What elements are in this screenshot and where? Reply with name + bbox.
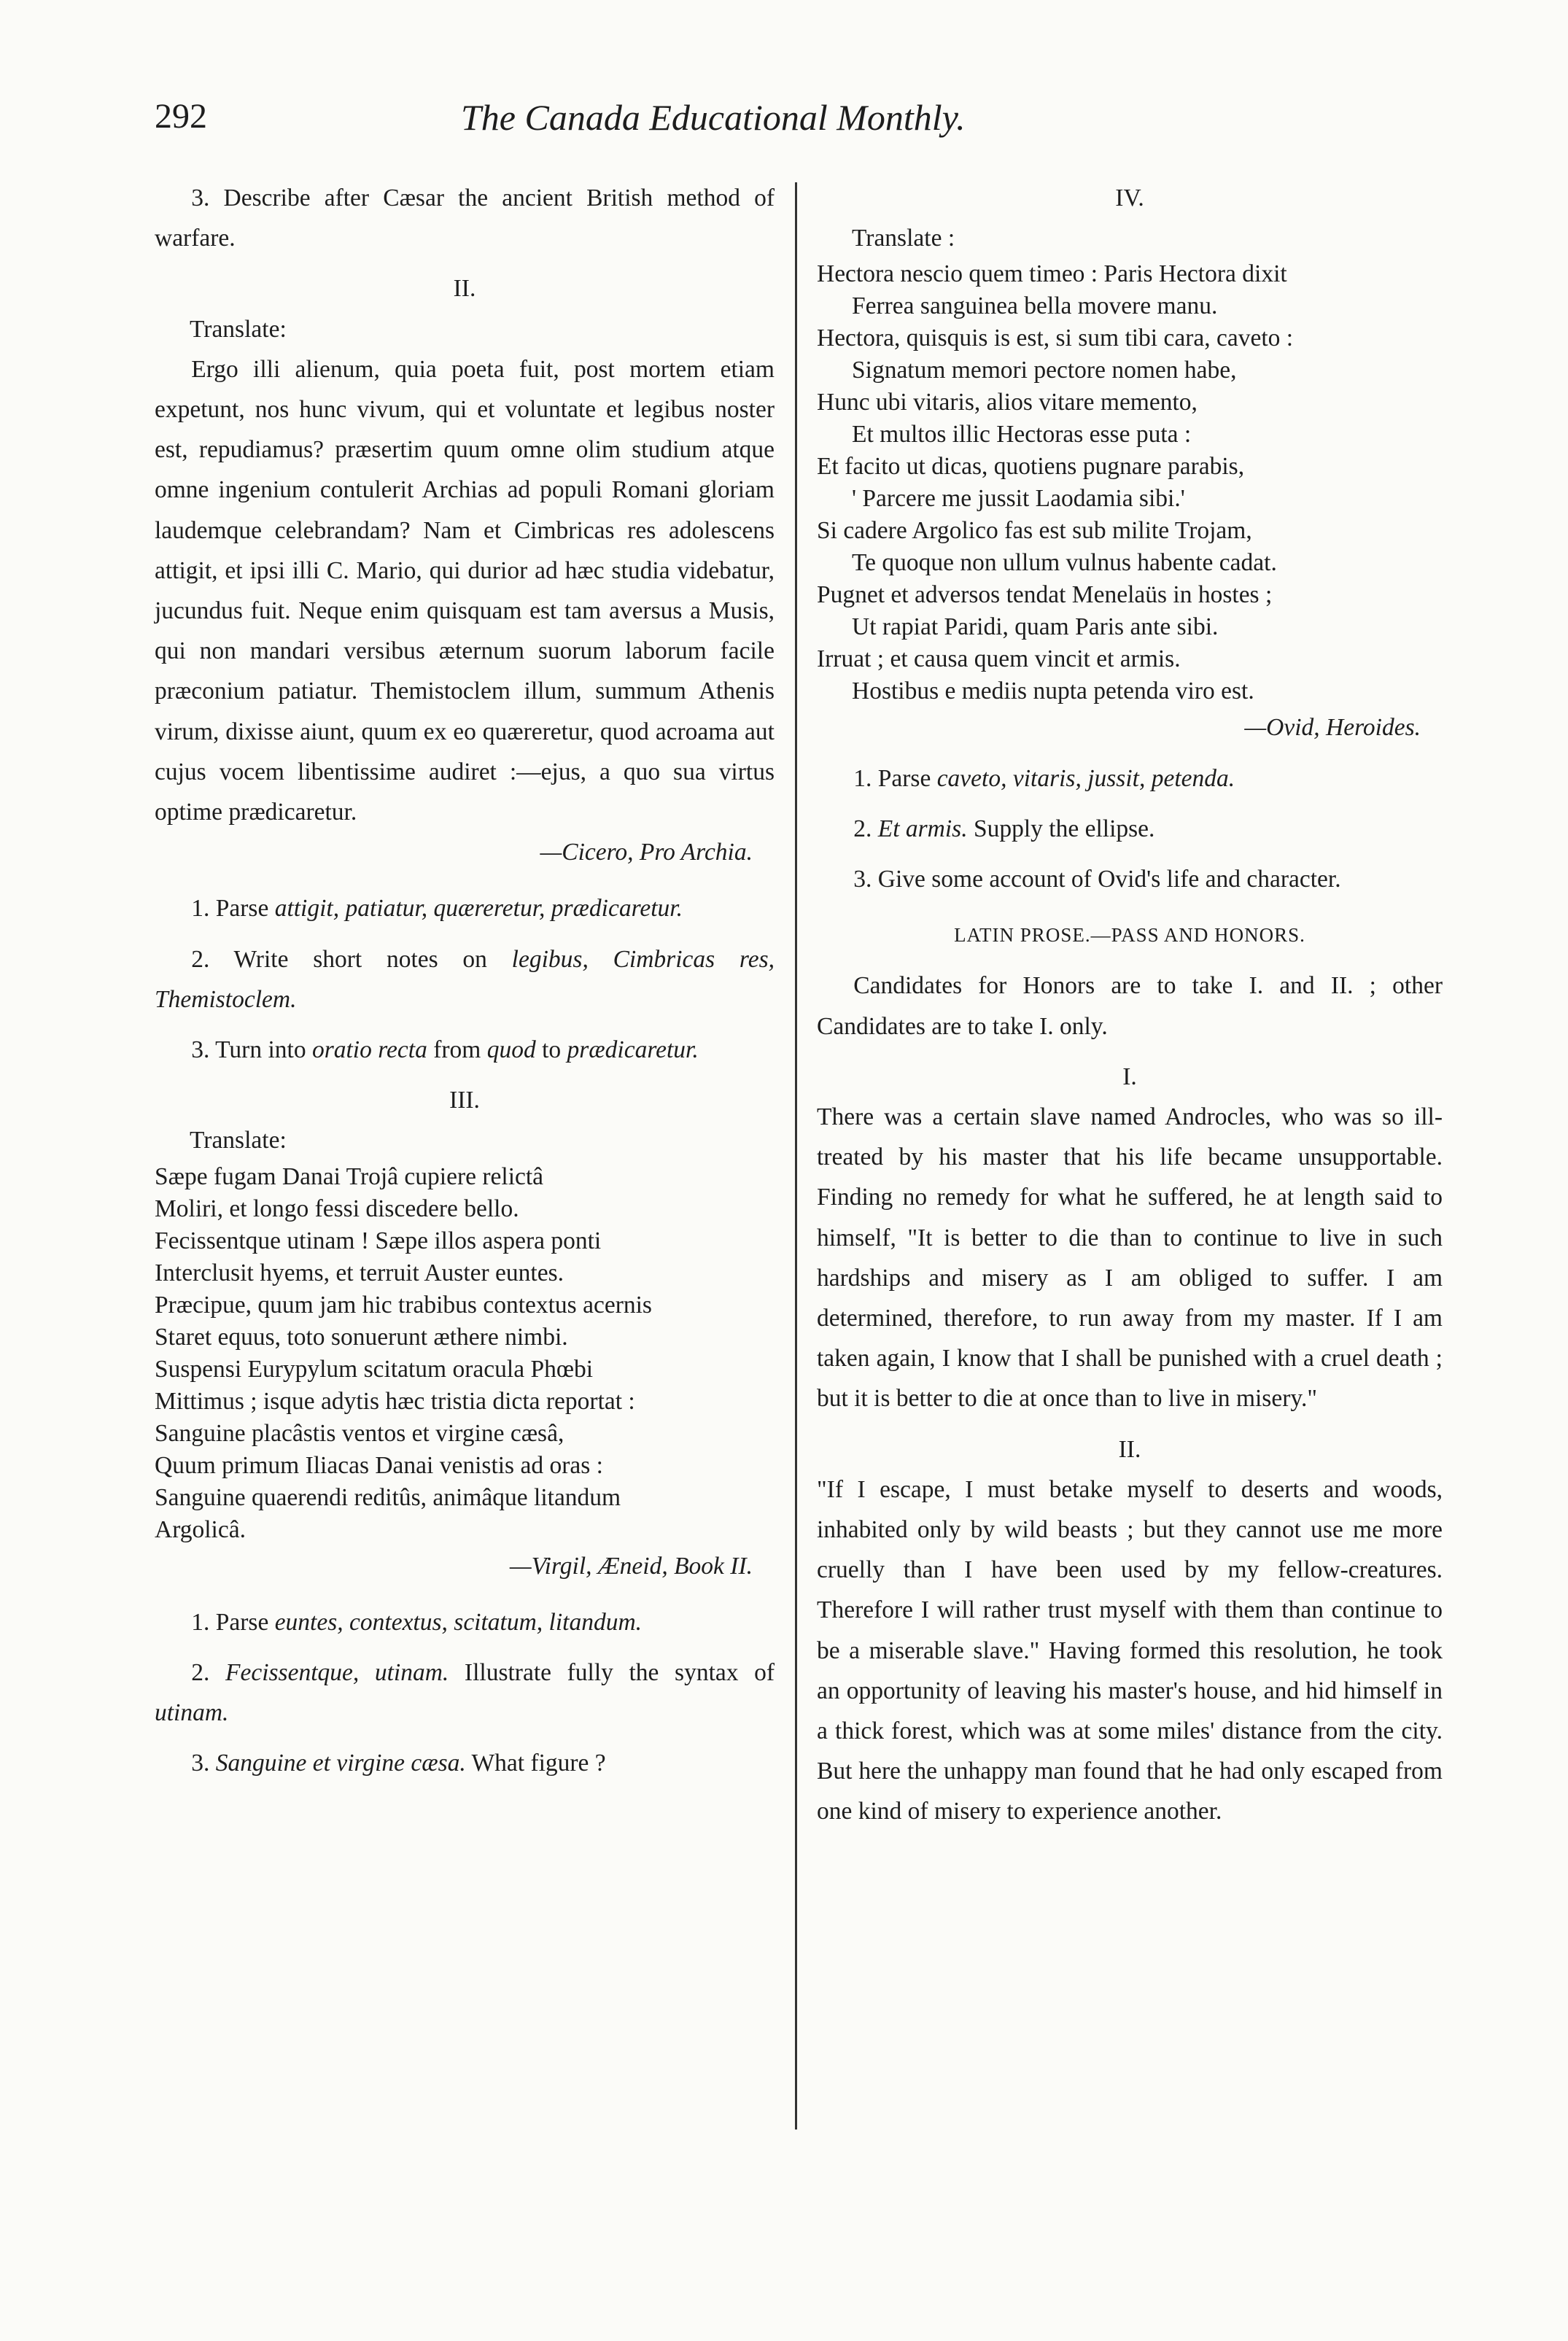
page-number: 292 bbox=[155, 97, 207, 136]
left-column bbox=[155, 178, 775, 1784]
prose-heading-i: I. bbox=[1122, 1063, 1137, 1090]
verse-line: Mittimus ; isque adytis hæc tristia dicta reportat : bbox=[155, 1387, 635, 1415]
question-notes: 2. Write short notes on legibus, Cimbricas res, Themistoclem. bbox=[155, 945, 775, 1013]
verse-line: Sanguine placâstis ventos et virgine cæsâ, bbox=[155, 1419, 564, 1447]
ovid-attribution: —Ovid, Heroides. bbox=[1244, 714, 1421, 742]
verse-line: Pugnet et adversos tendat Menelaüs in hostes ; bbox=[817, 581, 1273, 609]
verse-line: Hectora nescio quem timeo : Paris Hectora dixit bbox=[817, 260, 1287, 288]
verse-line: Sæpe fugam Danai Trojâ cupiere relictâ bbox=[155, 1162, 544, 1190]
candidates-instructions: Candidates for Honors are to take I. and II. ; other Candidates are to take I. only. bbox=[817, 972, 1443, 1040]
question-utinam: 2. Fecissentque, utinam. Illustrate fully the syntax of utinam. bbox=[155, 1659, 775, 1727]
verse-line: Sanguine quaerendi reditûs, animâque litandum bbox=[155, 1483, 621, 1511]
right-column bbox=[817, 178, 1443, 1832]
question-ellipse: 2. Et armis. Supply the ellipse. bbox=[853, 815, 1155, 842]
verse-line: Si cadere Argolico fas est sub milite Trojam, bbox=[817, 517, 1252, 545]
verse-line: Suspensi Eurypylum scitatum oracula Phœbi bbox=[155, 1355, 594, 1383]
prose-passage-i: There was a certain slave named Androcles, who was so ill-treated by his master that his life became unsupportable. Finding no remedy for what he suffered, he at length said to himself, "It is better to die than to continue to live in such hardships and misery as I am obliged to suffer. I am determined, therefore, to run away from my master. If I am taken again, I know that I shall be punished with a cruel death ; but it is better to die at once than to live in misery." bbox=[817, 1103, 1443, 1413]
verse-line: Irruat ; et causa quem vincit et armis. bbox=[817, 645, 1181, 673]
verse-line: Signatum memori pectore nomen habe, bbox=[852, 357, 1237, 384]
verse-line: Interclusit hyems, et terruit Auster euntes. bbox=[155, 1259, 564, 1286]
question-ovid-life: 3. Give some account of Ovid's life and character. bbox=[853, 866, 1341, 893]
cicero-attribution: —Cicero, Pro Archia. bbox=[540, 839, 753, 866]
verse-line: Argolicâ. bbox=[155, 1515, 246, 1543]
running-title: The Canada Educational Monthly. bbox=[461, 97, 966, 138]
virgil-verse bbox=[155, 1161, 775, 1546]
section-heading-iii: III. bbox=[449, 1087, 480, 1114]
latin-prose-heading: LATIN PROSE.—PASS AND HONORS. bbox=[954, 924, 1305, 947]
question-oratio-recta: 3. Turn into oratio recta from quod to prædicaretur. bbox=[191, 1036, 699, 1064]
verse-line: Ferrea sanguinea bella movere manu. bbox=[852, 292, 1218, 320]
section-heading-ii: II. bbox=[453, 275, 476, 303]
verse-line: Fecissentque utinam ! Sæpe illos aspera ponti bbox=[155, 1227, 602, 1254]
ovid-verse bbox=[817, 258, 1443, 707]
prose-passage-ii: "If I escape, I must betake myself to deserts and woods, inhabited only by wild beasts ; but they cannot use me more cruelly than I have been used by my fellow-creatures. Therefore I will rather trust myself with them than continue to be a miserable slave." Having formed this resolution, he took an opportunity of leaving his master's house, and hid himself in a thick forest, which was at some miles' distance from the city. But here the unhappy man found that he had only escaped from one kind of misery to experience another. bbox=[817, 1475, 1443, 1825]
cicero-passage: Ergo illi alienum, quia poeta fuit, post mortem etiam expetunt, nos hunc vivum, qui et voluntate et legibus noster est, repudiamus? præsertim quum omne olim studium atque omne ingenium contulerit Archias ad populi Romani gloriam laudemque celebrandam? Nam et Cimbricas res adolescens attigit, et ipsi illi C. Mario, qui durior ad hæc studia videbatur, jucundus fuit. Neque enim quisquam est tam aversus a Musis, qui non mandari versibus æternum suorum laborum facile præconium patiatur. Themistoclem illum, summum Athenis virum, dixisse aiunt, quum ex eo quæreretur, quod acroama aut cujus vocem libentissime audiret :—ejus, a quo sua virtus optime prædicaretur. bbox=[155, 355, 775, 826]
prose-heading-ii: II. bbox=[1118, 1435, 1141, 1463]
question-3-warfare: 3. Describe after Cæsar the ancient British method of warfare. bbox=[155, 185, 775, 252]
verse-line: ' Parcere me jussit Laodamia sibi.' bbox=[852, 485, 1185, 513]
translate-label: Translate : bbox=[852, 225, 955, 252]
verse-line: Ut rapiat Paridi, quam Paris ante sibi. bbox=[852, 613, 1219, 641]
translate-label: Translate: bbox=[190, 315, 287, 343]
verse-line: Quum primum Iliacas Danai venistis ad oras : bbox=[155, 1451, 603, 1479]
verse-line: Moliri, et longo fessi discedere bello. bbox=[155, 1195, 519, 1222]
question-figure: 3. Sanguine et virgine cæsa. What figure ? bbox=[191, 1750, 606, 1777]
verse-line: Et facito ut dicas, quotiens pugnare parabis, bbox=[817, 453, 1245, 481]
section-heading-iv: IV. bbox=[1115, 185, 1144, 211]
virgil-attribution: —Virgil, Æneid, Book II. bbox=[509, 1552, 753, 1580]
translate-label: Translate: bbox=[190, 1127, 287, 1154]
verse-line: Staret equus, toto sonuerunt æthere nimbi. bbox=[155, 1323, 568, 1351]
question-parse-ovid: 1. Parse caveto, vitaris, jussit, petenda. bbox=[853, 764, 1235, 792]
verse-line: Præcipue, quum jam hic trabibus contextus acernis bbox=[155, 1291, 652, 1319]
question-parse-cicero: 1. Parse attigit, patiatur, quæreretur, prædicaretur. bbox=[191, 895, 683, 923]
verse-line: Hostibus e mediis nupta petenda viro est. bbox=[852, 678, 1254, 705]
verse-line: Hunc ubi vitaris, alios vitare memento, bbox=[817, 389, 1198, 416]
verse-line: Et multos illic Hectoras esse puta : bbox=[852, 421, 1192, 449]
question-parse-virgil: 1. Parse euntes, contextus, scitatum, litandum. bbox=[191, 1608, 643, 1636]
verse-line: Hectora, quisquis is est, si sum tibi cara, caveto : bbox=[817, 325, 1294, 352]
page-header bbox=[155, 96, 1453, 155]
verse-line: Te quoque non ullum vulnus habente cadat. bbox=[852, 549, 1277, 577]
column-divider bbox=[795, 182, 797, 2130]
